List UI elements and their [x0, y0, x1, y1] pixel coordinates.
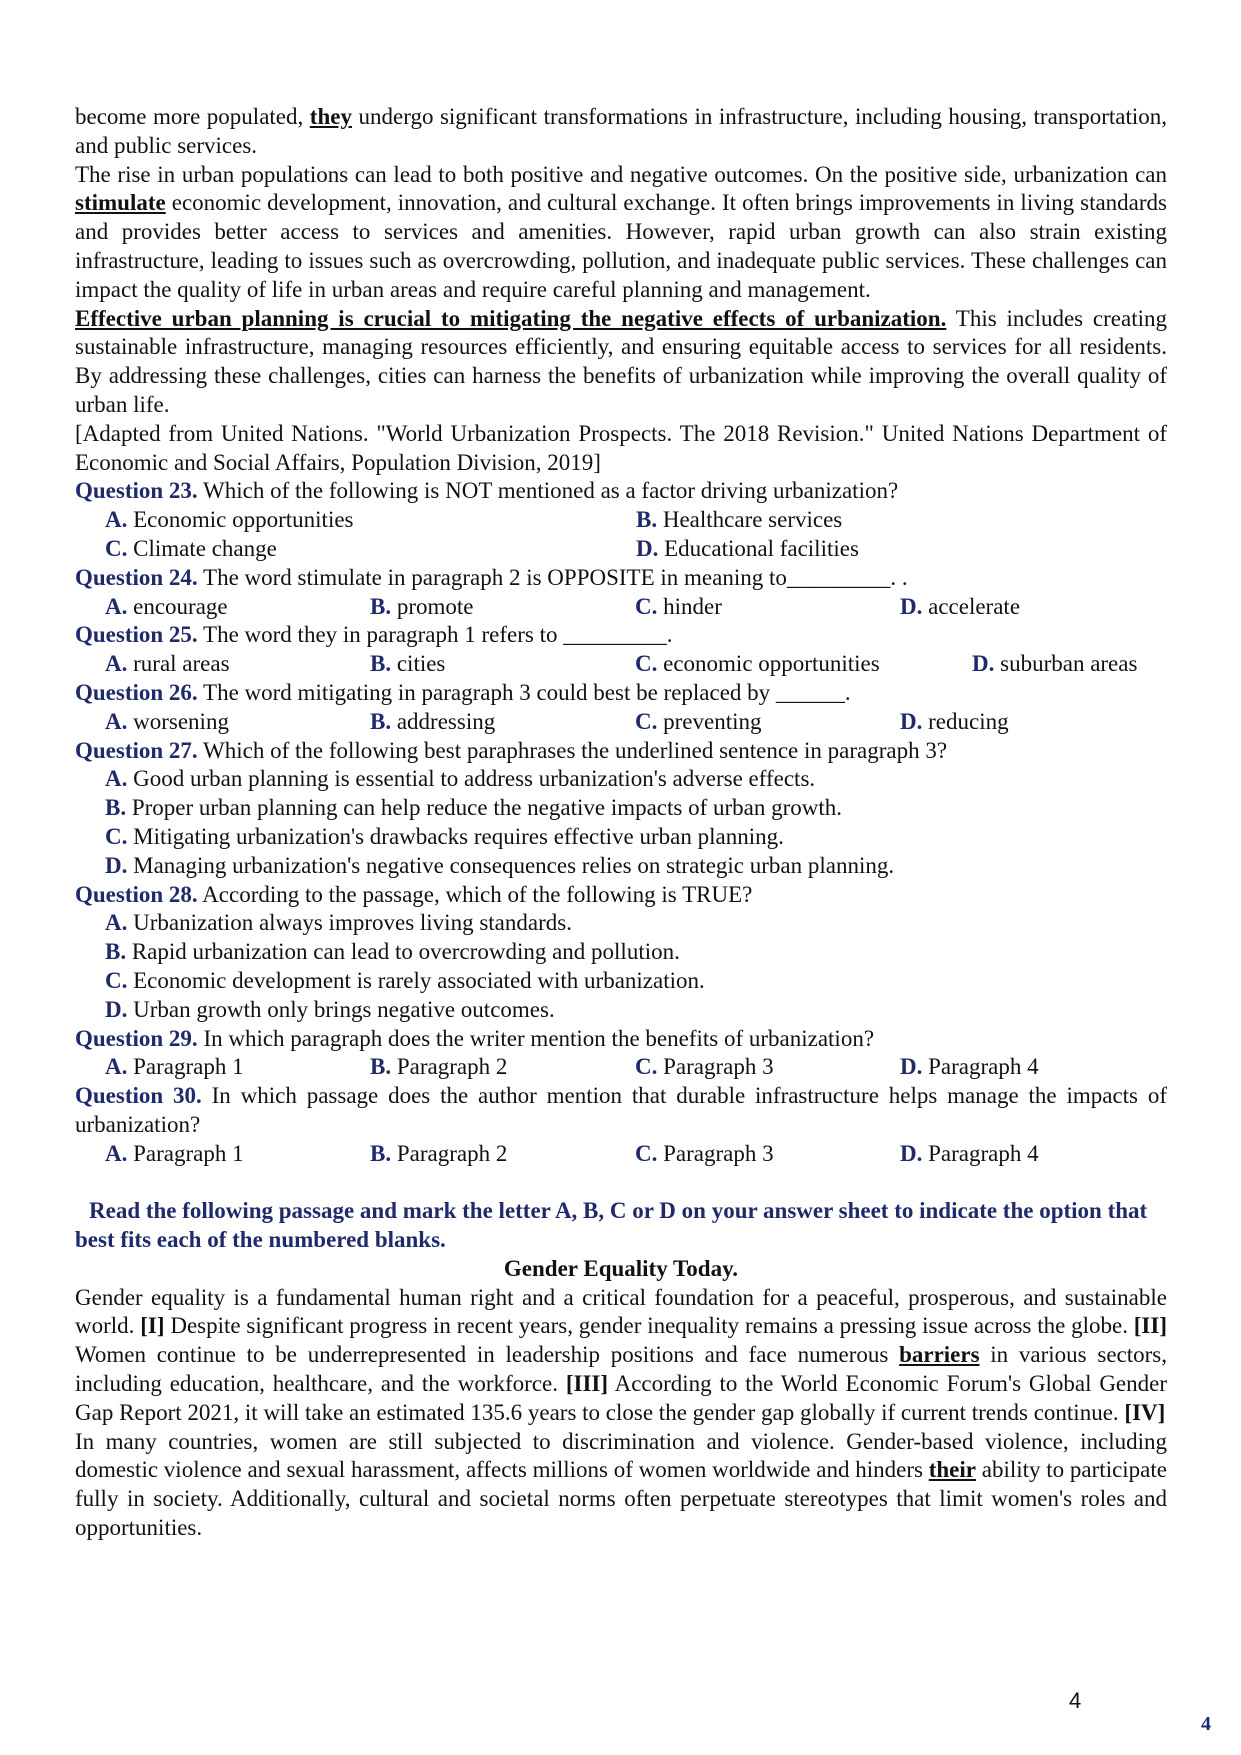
marker-ii: [II]	[1133, 1313, 1167, 1339]
option-letter: D.	[900, 708, 923, 734]
option-a[interactable]	[105, 1140, 370, 1169]
option-letter: B.	[370, 708, 392, 734]
question-text: The word stimulate in paragraph 2 is OPPOSITE in meaning to_________. .	[203, 564, 908, 590]
option-letter: B.	[105, 795, 127, 821]
option-letter: A.	[105, 766, 128, 792]
underlined-word-they: they	[309, 104, 352, 129]
passage-title: Gender Equality Today.	[503, 1255, 739, 1281]
options-list	[75, 765, 1167, 880]
passage2-paragraph1	[75, 1284, 1167, 1428]
option-a[interactable]	[105, 506, 636, 535]
option-letter: D.	[105, 852, 128, 878]
option-text: economic opportunities	[663, 651, 880, 677]
option-text: cities	[396, 651, 446, 677]
option-letter: A.	[105, 1054, 128, 1080]
passage1-paragraph1-tail	[75, 103, 1167, 161]
option-d[interactable]	[900, 593, 1165, 622]
option-text: Paragraph 2	[396, 1140, 508, 1166]
option-letter: C.	[635, 708, 658, 734]
text: economic development, innovation, and cultural exchange. It often brings improvements in living standards and provides better access to services and amenities. However, rapid urban growth can also strain existing infrastructure, leading to issues such as overcrowding, pollution, and inadequate public services. These challenges can impact the quality of life in urban areas and require careful planning and management.	[75, 190, 1167, 302]
option-letter: B.	[105, 939, 127, 965]
question-25	[75, 621, 1167, 650]
option-letter: D.	[900, 593, 923, 619]
question-text: According to the passage, which of the following is TRUE?	[202, 881, 753, 907]
option-a[interactable]	[105, 909, 1167, 938]
option-letter: B.	[636, 507, 658, 533]
option-c[interactable]	[635, 593, 900, 622]
text: The rise in urban populations can lead to both positive and negative outcomes. On the positive side, urbanization can	[75, 161, 1167, 187]
option-text: Paragraph 4	[928, 1140, 1039, 1166]
options-row	[75, 650, 1167, 679]
question-number: Question 30.	[75, 1083, 202, 1109]
option-d[interactable]	[105, 996, 1167, 1025]
spacer	[75, 1168, 1167, 1197]
option-letter: C.	[635, 1054, 658, 1080]
underlined-word-their: their	[928, 1457, 976, 1483]
question-26	[75, 679, 1167, 708]
option-text: Proper urban planning can help reduce the negative impacts of urban growth.	[131, 795, 843, 821]
question-text: In which passage does the author mention that durable infrastructure helps manage the impacts of urbanization?	[75, 1083, 1167, 1137]
option-b[interactable]	[370, 593, 635, 622]
section-instruction: Read the following passage and mark the letter A, B, C or D on your answer sheet to indicate the option that best fits each of the numbered blanks.	[75, 1198, 1148, 1253]
option-text: promote	[396, 593, 474, 619]
option-letter: D.	[900, 1140, 923, 1166]
question-number: Question 28.	[75, 881, 198, 907]
question-number: Question 29.	[75, 1025, 198, 1051]
option-b[interactable]	[105, 938, 1167, 967]
option-d[interactable]	[972, 650, 1137, 679]
option-c[interactable]	[105, 967, 1167, 996]
option-letter: C.	[105, 823, 128, 849]
option-d[interactable]	[900, 1053, 1165, 1082]
option-text: Urbanization always improves living standards.	[133, 910, 572, 936]
option-b[interactable]	[370, 1140, 635, 1169]
option-text: worsening	[133, 708, 229, 734]
option-text: Healthcare services	[662, 507, 843, 533]
option-text: Paragraph 3	[663, 1054, 774, 1080]
option-b[interactable]	[636, 506, 1167, 535]
option-text: Economic development is rarely associated with urbanization.	[133, 967, 705, 993]
option-c[interactable]	[635, 1053, 900, 1082]
text: Despite significant progress in recent years, gender inequality remains a pressing issue across the globe.	[170, 1313, 1128, 1339]
option-b[interactable]	[370, 650, 635, 679]
option-letter: A.	[105, 593, 128, 619]
option-text: hinder	[663, 593, 722, 619]
option-c[interactable]	[635, 708, 900, 737]
passage2-paragraph2	[75, 1428, 1167, 1543]
question-27	[75, 737, 1167, 766]
question-number: Question 27.	[75, 737, 198, 763]
option-b[interactable]	[105, 794, 1167, 823]
question-29	[75, 1025, 1167, 1054]
option-text: Good urban planning is essential to address urbanization's adverse effects.	[133, 766, 816, 792]
option-letter: C.	[105, 967, 128, 993]
option-letter: B.	[370, 1054, 392, 1080]
option-a[interactable]	[105, 593, 370, 622]
option-letter: B.	[370, 593, 392, 619]
question-28	[75, 881, 1167, 910]
option-text: Rapid urbanization can lead to overcrowding and pollution.	[131, 939, 680, 965]
option-text: Mitigating urbanization's drawbacks requires effective urban planning.	[133, 823, 784, 849]
page-number: 4	[1069, 1688, 1082, 1713]
option-letter: D.	[105, 996, 128, 1022]
question-number: Question 23.	[75, 478, 198, 504]
question-23	[75, 477, 1167, 506]
option-c[interactable]	[635, 650, 972, 679]
marker-iv: [IV]	[1124, 1399, 1166, 1425]
question-24	[75, 564, 1167, 593]
text: in various sectors, including education, healthcare, and the workforce.	[75, 1342, 1167, 1397]
option-text: Paragraph 1	[133, 1054, 244, 1080]
text: become more populated,	[75, 104, 304, 129]
option-text: suburban areas	[1000, 651, 1138, 677]
options-row	[75, 535, 1167, 564]
option-text: Economic opportunities	[133, 507, 354, 533]
option-letter: B.	[370, 651, 392, 677]
option-d[interactable]	[900, 708, 1165, 737]
option-c[interactable]	[105, 535, 636, 564]
text: undergo significant transformations in infrastructure, including housing, transportation, and public services.	[75, 104, 1168, 158]
question-text: In which paragraph does the writer mention the benefits of urbanization?	[203, 1025, 875, 1051]
underlined-word-barriers: barriers	[899, 1342, 980, 1368]
option-letter: A.	[105, 910, 128, 936]
option-d[interactable]	[900, 1140, 1165, 1169]
option-c[interactable]	[635, 1140, 900, 1169]
option-text: Educational facilities	[664, 535, 859, 561]
option-text: Paragraph 4	[928, 1054, 1039, 1080]
text: According to the World Economic Forum's Global Gender Gap Report 2021, it will take an estimated 135.6 years to close the gender gap globally if current trends continue.	[75, 1371, 1168, 1425]
passage1-paragraph3	[75, 305, 1167, 420]
option-letter: C.	[635, 651, 658, 677]
question-text: Which of the following is NOT mentioned as a factor driving urbanization?	[203, 478, 899, 504]
question-text: The word mitigating in paragraph 3 could best be replaced by ______.	[203, 679, 851, 705]
options-row	[75, 1053, 1167, 1082]
text: Women continue to be underrepresented in leadership positions and face numerous	[75, 1342, 889, 1368]
option-text: addressing	[396, 708, 496, 734]
text: Gender equality is a fundamental human right and a critical foundation for a peaceful, prosperous, and sustainable world.	[75, 1284, 1167, 1339]
option-text: Managing urbanization's negative consequences relies on strategic urban planning.	[133, 852, 895, 878]
option-letter: D.	[636, 535, 659, 561]
option-letter: B.	[370, 1140, 392, 1166]
option-c[interactable]	[105, 823, 1167, 852]
option-letter: C.	[635, 1140, 658, 1166]
option-text: Urban growth only brings negative outcomes.	[133, 996, 555, 1022]
option-text: Paragraph 1	[133, 1140, 244, 1166]
option-letter: A.	[105, 651, 128, 677]
text: This includes creating sustainable infrastructure, managing resources efficiently, and ensuring equitable access to services for all residents. By addressing these challenges, cities can harness the benefits of urbanization while improving the overall quality of urban life.	[75, 305, 1167, 417]
option-b[interactable]	[370, 1053, 635, 1082]
question-30	[75, 1082, 1167, 1140]
question-text: Which of the following best paraphrases the underlined sentence in paragraph 3?	[203, 737, 948, 763]
option-d[interactable]	[105, 852, 1167, 881]
option-text: Paragraph 3	[663, 1140, 774, 1166]
marker-iii: [III]	[565, 1371, 609, 1397]
question-text: The word they in paragraph 1 refers to _________.	[203, 622, 673, 648]
option-letter: A.	[105, 1140, 128, 1166]
option-a[interactable]	[105, 765, 1167, 794]
document-page	[75, 103, 1167, 1543]
options-row	[75, 708, 1167, 737]
text: In many countries, women are still subjected to discrimination and violence. Gender-based violence, including domestic violence and sexual harassment, affects millions of women worldwide and hinders	[75, 1428, 1167, 1483]
options-list	[75, 909, 1167, 1024]
source-citation: [Adapted from United Nations. "World Urbanization Prospects. The 2018 Revision." United Nations Department of Economic and Social Affairs, Population Division, 2019]	[75, 420, 1167, 475]
option-a[interactable]	[105, 1053, 370, 1082]
option-text: preventing	[663, 708, 762, 734]
underlined-word-stimulate: stimulate	[75, 190, 166, 216]
passage1-paragraph2	[75, 161, 1167, 305]
option-letter: A.	[105, 708, 128, 734]
option-text: rural areas	[133, 651, 230, 677]
option-d[interactable]	[636, 535, 1167, 564]
option-b[interactable]	[370, 708, 635, 737]
option-text: Climate change	[133, 535, 277, 561]
options-row	[75, 1140, 1167, 1169]
option-text: reducing	[928, 708, 1009, 734]
option-a[interactable]	[105, 650, 370, 679]
question-number: Question 25.	[75, 622, 198, 648]
options-row	[75, 593, 1167, 622]
option-text: encourage	[133, 593, 228, 619]
option-letter: A.	[105, 507, 128, 533]
question-number: Question 24.	[75, 564, 198, 590]
page-number-corner: 4	[1201, 1713, 1211, 1735]
question-number: Question 26.	[75, 679, 198, 705]
option-letter: C.	[105, 535, 128, 561]
options-row	[75, 506, 1167, 535]
option-letter: C.	[635, 593, 658, 619]
marker-i: [I]	[140, 1313, 165, 1339]
option-letter: D.	[900, 1054, 923, 1080]
underlined-sentence: Effective urban planning is crucial to mitigating the negative effects of urbanization.	[75, 305, 947, 331]
text: ability to participate fully in society. Additionally, cultural and societal norms often perpetuate stereotypes that limit women's roles and opportunities.	[75, 1457, 1167, 1541]
option-a[interactable]	[105, 708, 370, 737]
option-text: Paragraph 2	[396, 1054, 508, 1080]
option-letter: D.	[972, 651, 995, 677]
option-text: accelerate	[928, 593, 1021, 619]
